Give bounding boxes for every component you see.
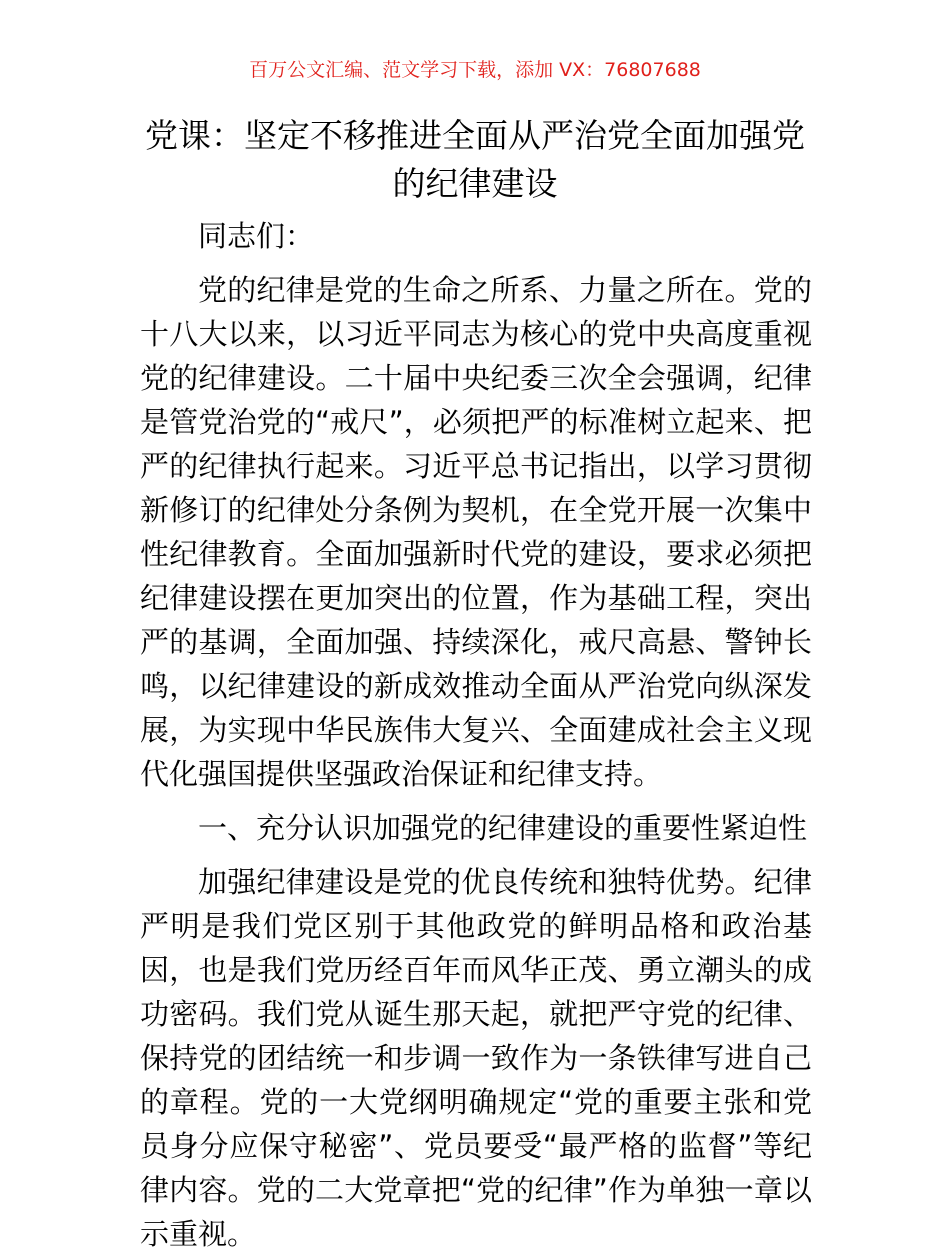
intro-paragraph: 党的纪律是党的生命之所系、力量之所在。党的十八大以来，以习近平同志为核心的党中央高度重视党的纪律建设。二十届中央纪委三次全会强调，纪律是管党治党的“戒尺”，必须把严的标准树立起来、把严的纪律执行起来。习近平总书记指出，以学习贯彻新修订的纪律处分条例为契机，在全党开展一次集中性纪律教育。全面加强新时代党的建设，要求必须把纪律建设摆在更加突出的位置，作为基础工程，突出严的基调，全面加强、持续深化，戒尺高悬、警钟长鸣，以纪律建设的新成效推动全面从严治党向纵深发展，为实现中华民族伟大复兴、全面建成社会主义现代化强国提供坚强政治保证和纪律支持。: [140, 273, 812, 791]
salutation: 同志们：: [198, 219, 315, 253]
watermark-banner: 百万公文汇编、范文学习下载，添加 VX：76807688: [249, 59, 701, 81]
section-1-paragraph: 加强纪律建设是党的优良传统和独特优势。纪律严明是我们党区别于其他政党的鲜明品格和政治基因，也是我们党历经百年而风华正茂、勇立潮头的成功密码。我们党从诞生那天起，就把严守党的纪律、保持党的团结统一和步调一致作为一条铁律写进自己的章程。党的一大党纲明确规定“党的重要主张和党员身分应保守秘密”、党员要受“最严格的监督”等纪律内容。党的二大党章把“党的纪律”作为单独一章以示重视。: [140, 865, 812, 1251]
document-body: [140, 214, 812, 1256]
document-title: 党课：坚定不移推进全面从严治党全面加强党的纪律建设: [145, 116, 805, 203]
section-heading-1: 一、充分认识加强党的纪律建设的重要性紧迫性: [198, 811, 808, 845]
